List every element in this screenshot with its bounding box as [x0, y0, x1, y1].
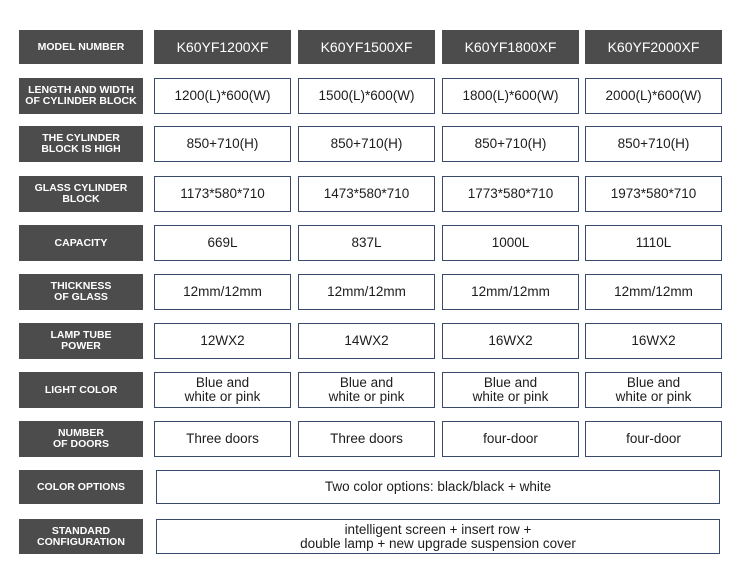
- model-header-1: K60YF1200XF: [154, 30, 291, 64]
- table-cell: 1773*580*710: [442, 176, 579, 212]
- row-label-glass-thickness: THICKNESS OF GLASS: [19, 274, 143, 310]
- table-cell: 12mm/12mm: [154, 274, 291, 310]
- table-cell: 669L: [154, 225, 291, 261]
- table-cell: Three doors: [298, 421, 435, 457]
- table-cell: Blue and white or pink: [154, 372, 291, 408]
- table-cell: 12mm/12mm: [585, 274, 722, 310]
- model-header-4: K60YF2000XF: [585, 30, 722, 64]
- table-cell: 1500(L)*600(W): [298, 78, 435, 114]
- row-label-length-width: LENGTH AND WIDTH OF CYLINDER BLOCK: [19, 78, 143, 114]
- table-cell: 1973*580*710: [585, 176, 722, 212]
- table-cell: 16WX2: [585, 323, 722, 359]
- table-cell: 850+710(H): [442, 126, 579, 162]
- table-cell: 1473*580*710: [298, 176, 435, 212]
- row-label-glass-cylinder: GLASS CYLINDER BLOCK: [19, 176, 143, 212]
- row-label-standard-configuration: STANDARD CONFIGURATION: [19, 519, 143, 554]
- model-header-3: K60YF1800XF: [442, 30, 579, 64]
- table-cell: Blue and white or pink: [442, 372, 579, 408]
- table-cell: 850+710(H): [154, 126, 291, 162]
- table-cell: Blue and white or pink: [298, 372, 435, 408]
- table-cell: 1200(L)*600(W): [154, 78, 291, 114]
- table-cell: 12mm/12mm: [442, 274, 579, 310]
- row-label-color-options: COLOR OPTIONS: [19, 470, 143, 504]
- header-label-model-number: MODEL NUMBER: [19, 30, 143, 64]
- table-cell: four-door: [585, 421, 722, 457]
- standard-configuration-value: intelligent screen + insert row + double lamp + new upgrade suspension cover: [156, 519, 720, 554]
- table-cell: four-door: [442, 421, 579, 457]
- table-cell: 1800(L)*600(W): [442, 78, 579, 114]
- row-label-lamp-power: LAMP TUBE POWER: [19, 323, 143, 359]
- table-cell: 12mm/12mm: [298, 274, 435, 310]
- row-label-number-of-doors: NUMBER OF DOORS: [19, 421, 143, 457]
- table-cell: 850+710(H): [298, 126, 435, 162]
- table-cell: 837L: [298, 225, 435, 261]
- table-cell: 1173*580*710: [154, 176, 291, 212]
- model-header-2: K60YF1500XF: [298, 30, 435, 64]
- table-cell: Three doors: [154, 421, 291, 457]
- table-cell: 850+710(H): [585, 126, 722, 162]
- table-cell: 12WX2: [154, 323, 291, 359]
- table-cell: 2000(L)*600(W): [585, 78, 722, 114]
- row-label-light-color: LIGHT COLOR: [19, 372, 143, 408]
- table-cell: 14WX2: [298, 323, 435, 359]
- table-cell: 1110L: [585, 225, 722, 261]
- table-cell: 1000L: [442, 225, 579, 261]
- table-cell: Blue and white or pink: [585, 372, 722, 408]
- table-cell: 16WX2: [442, 323, 579, 359]
- color-options-value: Two color options: black/black + white: [156, 470, 720, 504]
- row-label-capacity: CAPACITY: [19, 225, 143, 261]
- row-label-cylinder-height: THE CYLINDER BLOCK IS HIGH: [19, 126, 143, 162]
